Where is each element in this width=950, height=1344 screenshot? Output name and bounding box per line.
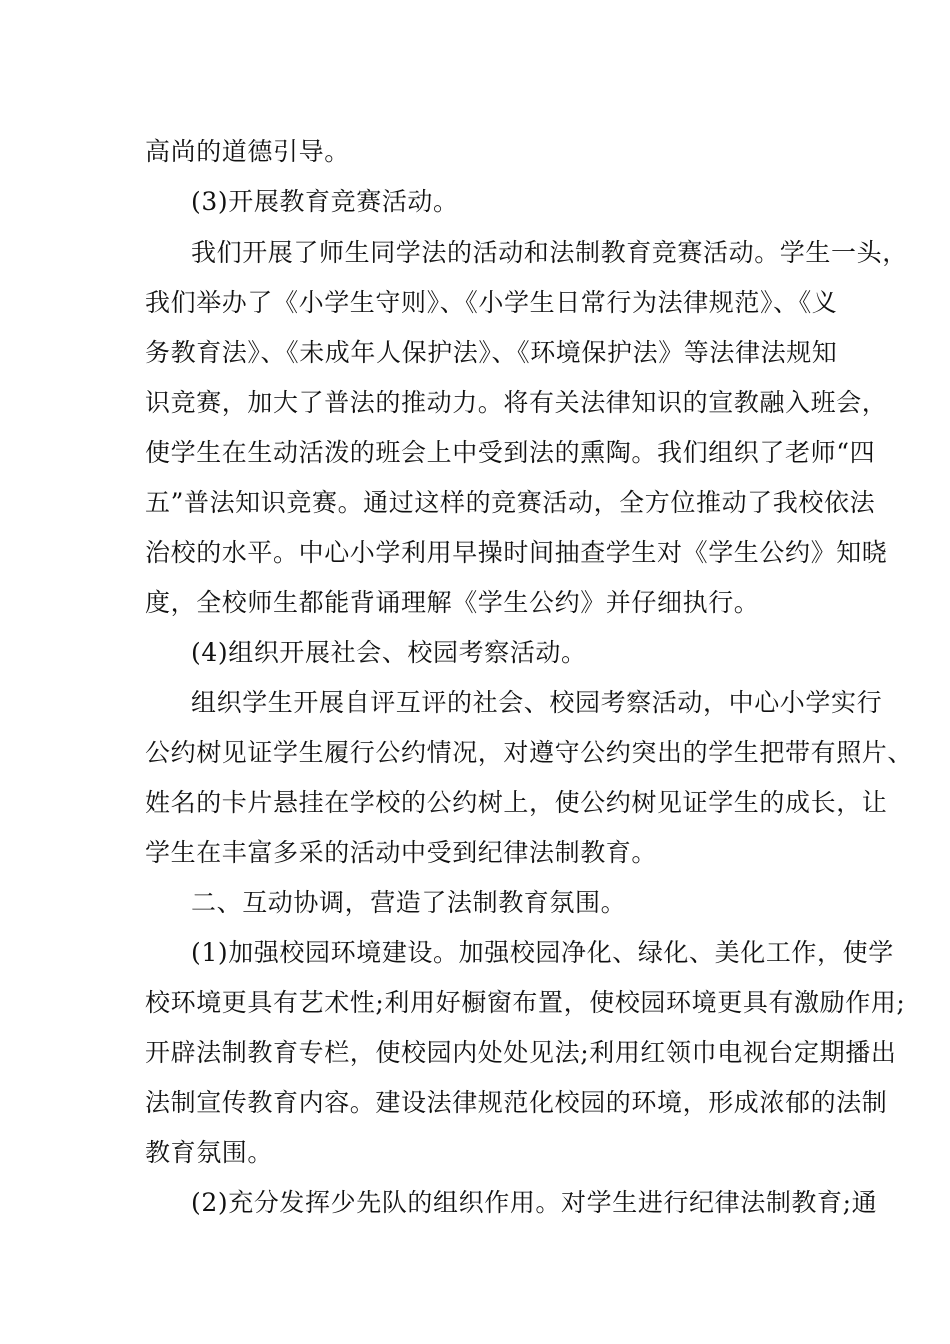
text-line: 高尚的道德引导。 <box>145 137 350 166</box>
text-line: 姓名的卡片悬挂在学校的公约树上，使公约树见证学生的成长，让 <box>145 788 888 817</box>
text-line: 法制宣传教育内容。建设法律规范化校园的环境，形成浓郁的法制 <box>145 1088 888 1117</box>
text-line: 度，全校师生都能背诵理解《学生公约》并仔细执行。 <box>145 588 760 617</box>
text-line: 二、互动协调，营造了法制教育氛围。 <box>191 888 627 917</box>
text-line: 我们开展了师生同学法的活动和法制教育竞赛活动。学生一头， <box>191 238 908 267</box>
text-line: 务教育法》、《未成年人保护法》、《环境保护法》等法律法规知 <box>145 338 838 367</box>
text-line: 我们举办了《小学生守则》、《小学生日常行为法律规范》、《义 <box>145 288 838 317</box>
text-line: 开辟法制教育专栏，使校园内处处见法;利用红领巾电视台定期播出 <box>145 1038 897 1067</box>
text-line: 治校的水平。中心小学利用早操时间抽查学生对《学生公约》知晓 <box>145 538 888 567</box>
text-line: 五”普法知识竞赛。通过这样的竞赛活动，全方位推动了我校依法 <box>145 488 876 517</box>
text-line: 组织学生开展自评互评的社会、校园考察活动，中心小学实行 <box>191 688 883 717</box>
text-line: (2)充分发挥少先队的组织作用。对学生进行纪律法制教育;通 <box>191 1188 878 1217</box>
text-line: 公约树见证学生履行公约情况，对遵守公约突出的学生把带有照片、 <box>145 738 914 767</box>
text-line: (4)组织开展社会、校园考察活动。 <box>191 638 587 667</box>
text-line: 识竞赛，加大了普法的推动力。将有关法律知识的宣教融入班会， <box>145 388 888 417</box>
text-line: (1)加强校园环境建设。加强校园净化、绿化、美化工作，使学 <box>191 938 894 967</box>
text-line: 使学生在生动活泼的班会上中受到法的熏陶。我们组织了老师“四 <box>145 438 876 467</box>
text-line: (3)开展教育竞赛活动。 <box>191 187 459 216</box>
text-line: 教育氛围。 <box>145 1138 274 1167</box>
text-line: 校环境更具有艺术性;利用好橱窗布置，使校园环境更具有激励作用; <box>145 988 906 1017</box>
text-line: 学生在丰富多采的活动中受到纪律法制教育。 <box>145 838 658 867</box>
